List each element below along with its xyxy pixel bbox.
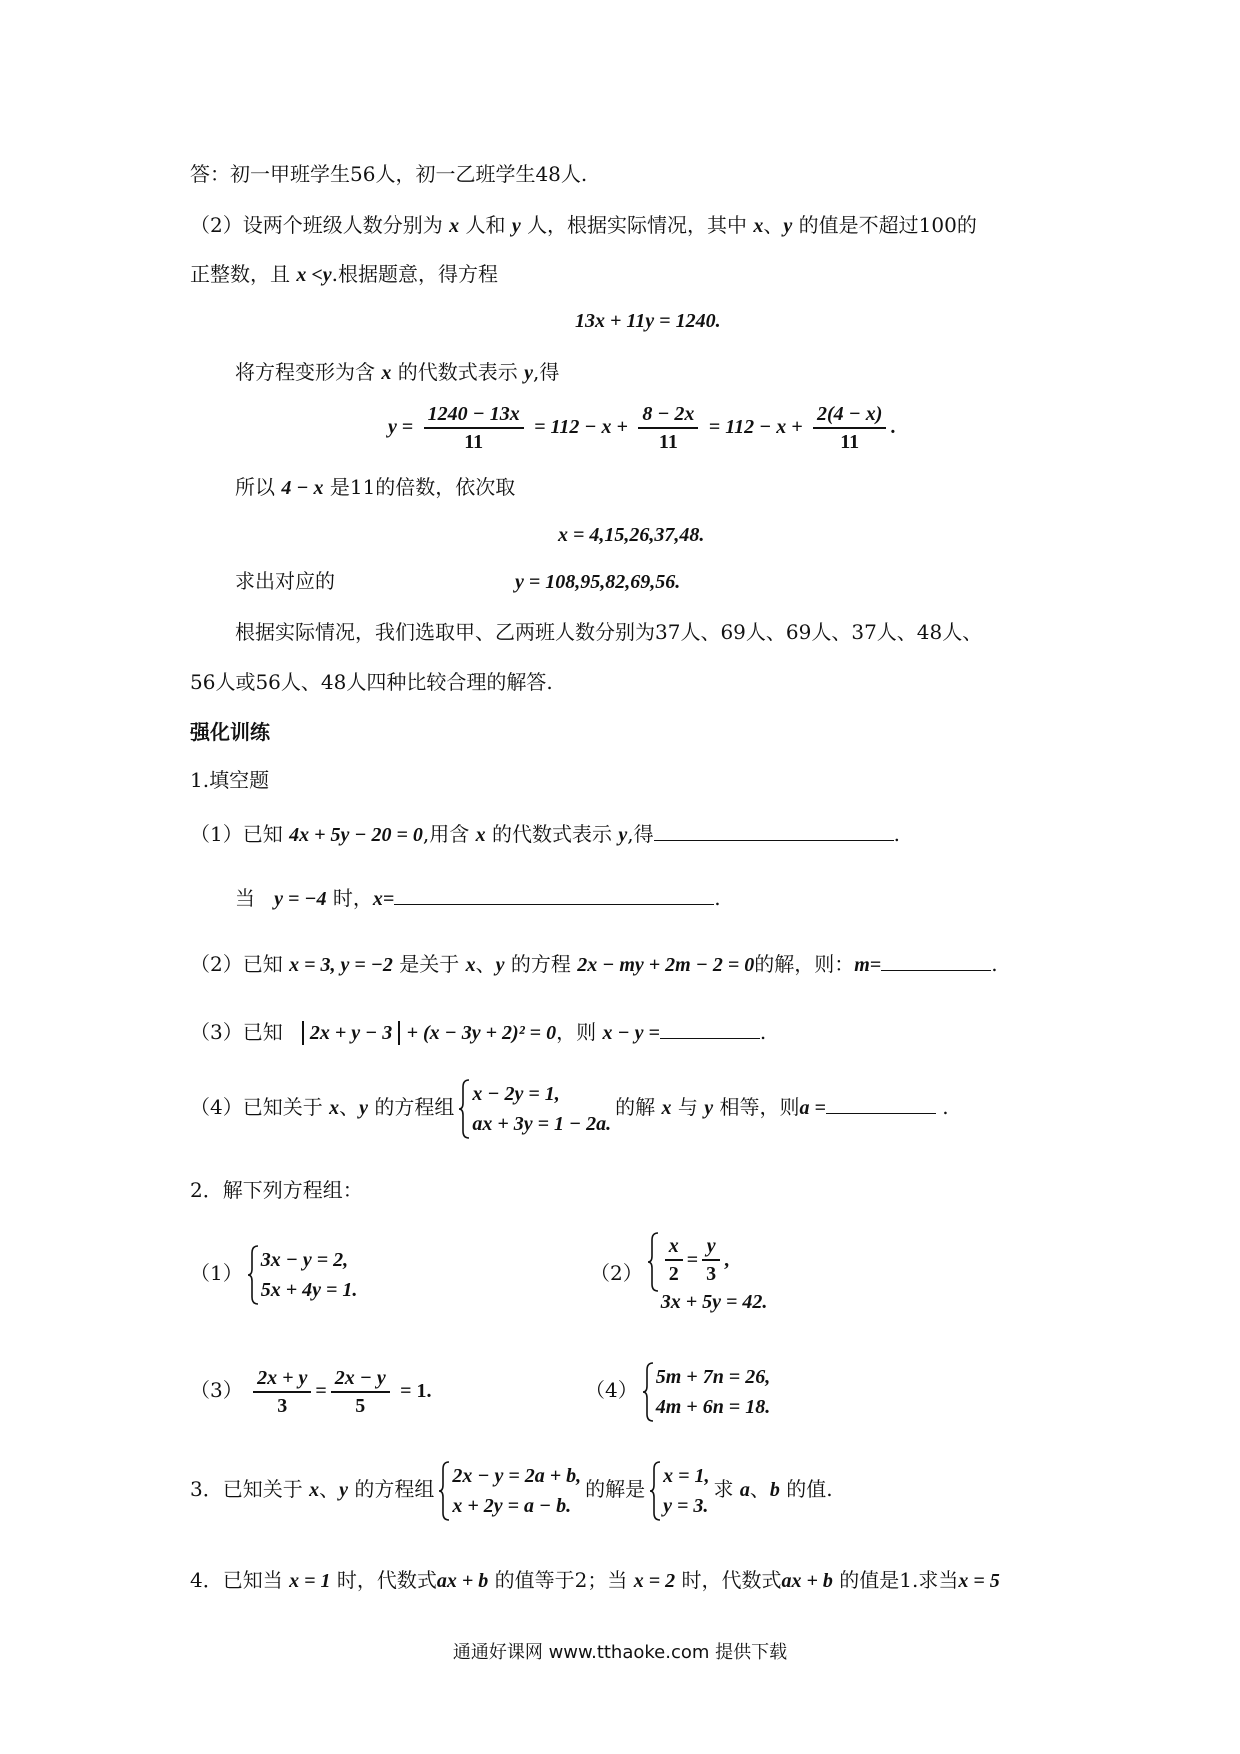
equation-system: $\frac{x}{2}$ = $\frac{y}{3}$ , 3x + 5y = 42. (647, 1232, 768, 1318)
q1-part1: （1）已知 4x + 5y − 20 = 0,用含 x 的代数式表示 y,得 . (190, 822, 900, 846)
answer-blank[interactable] (826, 1095, 936, 1114)
brace-icon (649, 1461, 661, 1521)
answer-blank[interactable] (881, 952, 991, 971)
brace-icon (438, 1461, 450, 1521)
fraction: $\frac{2x + y}{3}$ (253, 1365, 311, 1419)
answer-blank[interactable] (654, 822, 894, 841)
q4-line: 4．已知当 x = 1 时，代数式ax + b 的值等于2；当 x = 2 时，代数式ax + b 的值是1.求当x = 5 (190, 1568, 1000, 1592)
fraction-1: $\frac{1240 - 13x}{11}$ (424, 401, 524, 455)
part2-line2: 正整数，且 x <y.根据题意，得方程 (190, 262, 498, 286)
conclusion-line1: 根据实际情况，我们选取甲、乙两班人数分别为37人、69人、69人、37人、48人、 (235, 620, 983, 644)
answer-blank[interactable] (394, 886, 714, 905)
q1-part1-when: 当 y = −4 时，x= . (235, 886, 721, 910)
transform-line: 将方程变形为含 x 的代数式表示 y,得 (235, 360, 560, 384)
q2-system1: （1） 3x − y = 2, 5x + 4y = 1. (190, 1240, 361, 1306)
multiple-line: 所以 4 − x 是11的倍数，依次取 (235, 475, 516, 499)
brace-icon (642, 1362, 654, 1422)
equation-system: 5m + 7n = 26, 4m + 6n = 18. (642, 1362, 770, 1422)
main-equation: 13x + 11y = 1240. (575, 310, 721, 332)
page-footer: 通通好课网 www.tthaoke.com 提供下载 (452, 1642, 788, 1663)
brace-icon (458, 1079, 470, 1139)
q2-system4: （4） 5m + 7n = 26, 4m + 6n = 18. (585, 1357, 774, 1423)
q2-system3: （3） $\frac{2x + y}{3}$ = $\frac{2x - y}{5}$ = 1. (190, 1366, 432, 1417)
answer-line: 答：初一甲班学生56人，初一乙班学生48人. (190, 162, 588, 186)
q3-line: 3．已知关于 x、y 的方程组 2x − y = 2a + b, x + 2y = a − b. 的解是 x = 1, y = 3. 求 a、b 的值. (190, 1456, 833, 1523)
q1-part2: （2）已知 x = 3, y = −2 是关于 x、y 的方程 2x − my + 2m − 2 = 0的解，则：m= . (190, 952, 998, 976)
equation-system: x − 2y = 1, ax + 3y = 1 − 2a. (458, 1079, 611, 1139)
fraction-3: $\frac{2(4 - x)}{11}$ (813, 401, 886, 455)
q2-title: 2．解下列方程组： (190, 1178, 363, 1202)
x-values: x = 4,15,26,37,48. (558, 524, 705, 546)
y-values: y = 108,95,82,69,56. (515, 571, 681, 593)
part2-intro: （2）设两个班级人数分别为 x 人和 y 人，根据实际情况，其中 x、y 的值是不超过100的 (190, 213, 977, 237)
solution-system: x = 1, y = 3. (649, 1461, 709, 1521)
fraction-2: $\frac{8 - 2x}{11}$ (638, 401, 698, 455)
section-title: 强化训练 (190, 720, 270, 744)
fraction-equation: y = $\frac{1240 - 13x}{11}$ = 112 − x + $\frac{8 - 2x}{11}$ = 112 − x + $\frac{2(4 - x)}{11}$ . (388, 402, 896, 453)
fraction: $\frac{2x - y}{5}$ (331, 1365, 390, 1419)
brace-icon (647, 1232, 659, 1292)
fraction: $\frac{y}{3}$ (702, 1233, 720, 1287)
q1-part4: （4）已知关于 x、y 的方程组 x − 2y = 1, ax + 3y = 1 − 2a. 的解 x 与 y 相等，则a = . (190, 1074, 949, 1141)
q2-system2: （2） $\frac{x}{2}$ = $\frac{y}{3}$ , 3x + 5y = 42. (590, 1228, 771, 1318)
equation-system: 2x − y = 2a + b, x + 2y = a − b. (438, 1461, 581, 1521)
brace-icon (247, 1245, 259, 1305)
equation-system: 3x − y = 2, 5x + 4y = 1. (247, 1245, 358, 1305)
q1-title: 1.填空题 (190, 768, 270, 792)
answer-blank[interactable] (660, 1020, 760, 1039)
conclusion-line2: 56人或56人、48人四种比较合理的解答. (190, 670, 553, 694)
fraction: $\frac{x}{2}$ (665, 1233, 683, 1287)
q1-part3: （3）已知 2x + y − 3 + (x − 3y + 2)² = 0，则 x − y = . (190, 1020, 767, 1044)
find-label: 求出对应的 (235, 569, 335, 593)
